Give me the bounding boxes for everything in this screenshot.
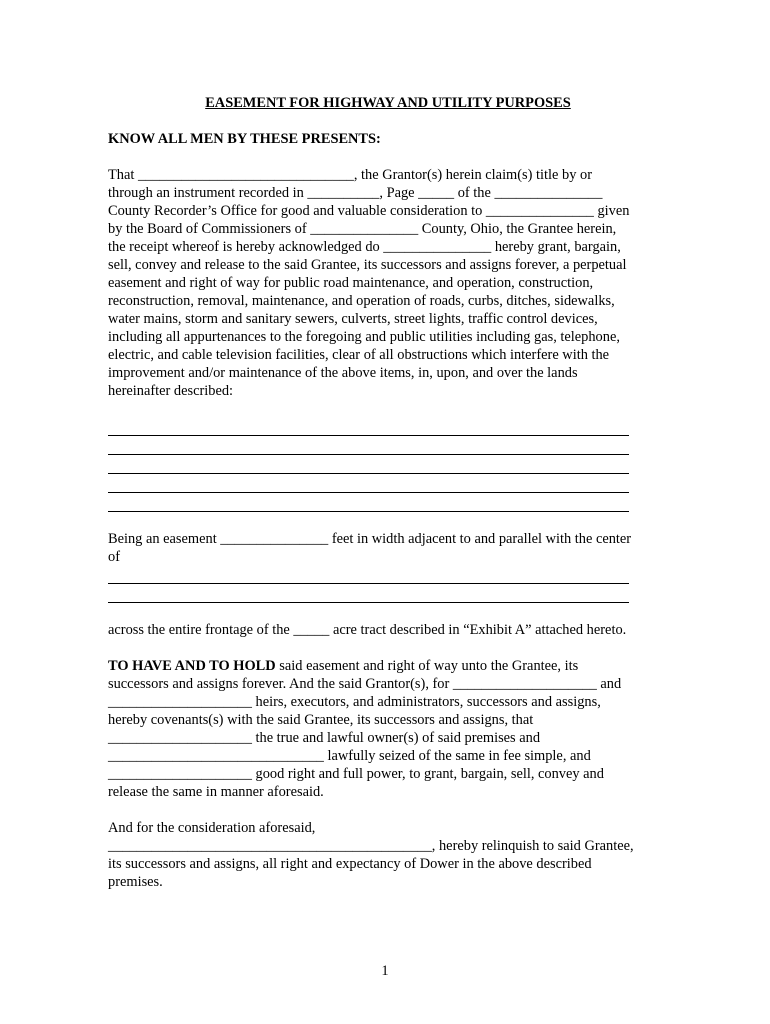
- preamble-heading: KNOW ALL MEN BY THESE PRESENTS:: [108, 131, 381, 147]
- habendum-lead: TO HAVE AND TO HOLD: [108, 658, 276, 674]
- grant-line: by the Board of Commissioners of _______________ County, Ohio, the Grantee herein,: [108, 221, 617, 237]
- fill-in-line[interactable]: [108, 494, 629, 512]
- habendum-line: successors and assigns forever. And the said Grantor(s), for ____________________ and: [108, 676, 622, 692]
- grant-line: County Recorder’s Office for good and valuable consideration to _______________ given: [108, 203, 630, 219]
- legal-description-blanks: [108, 418, 668, 512]
- frontage-line: across the entire frontage of the _____ acre tract described in “Exhibit A” attached hereto.: [108, 622, 627, 638]
- dower-line: its successors and assigns, all right and expectancy of Dower in the above described: [108, 856, 592, 872]
- dower-paragraph: [108, 819, 668, 891]
- grant-line: sell, convey and release to the said Grantee, its successors and assigns forever, a perpetual: [108, 257, 627, 273]
- grant-line: water mains, storm and sanitary sewers, culverts, street lights, traffic control devices,: [108, 311, 598, 327]
- habendum-first-rest: said easement and right of way unto the Grantee, its: [275, 658, 579, 674]
- habendum-first-line: [108, 657, 668, 675]
- center-of-blanks: [108, 566, 668, 603]
- habendum-line: ____________________ the true and lawful owner(s) of said premises and: [108, 730, 541, 746]
- grant-line: hereinafter described:: [108, 383, 234, 399]
- fill-in-line[interactable]: [108, 437, 629, 455]
- habendum-line: ____________________ good right and full power, to grant, bargain, sell, convey and: [108, 766, 604, 782]
- grant-line: the receipt whereof is hereby acknowledged do _______________ hereby grant, bargain,: [108, 239, 621, 255]
- fill-in-line[interactable]: [108, 585, 629, 603]
- habendum-line: hereby covenants(s) with the said Grantee, its successors and assigns, that: [108, 712, 534, 728]
- grant-line: electric, and cable television facilities, clear of all obstructions which interfere with the: [108, 347, 610, 363]
- habendum-line: release the same in manner aforesaid.: [108, 784, 324, 800]
- dower-line: premises.: [108, 874, 163, 890]
- document-title: EASEMENT FOR HIGHWAY AND UTILITY PURPOSES: [205, 95, 571, 111]
- fill-in-line[interactable]: [108, 456, 629, 474]
- easement-width-paragraph: [108, 530, 668, 566]
- grant-line: improvement and/or maintenance of the above items, in, upon, and over the lands: [108, 365, 578, 381]
- document-body: [108, 94, 668, 909]
- frontage-paragraph: [108, 621, 668, 639]
- habendum-line: ______________________________ lawfully seized of the same in fee simple, and: [108, 748, 591, 764]
- fill-in-line[interactable]: [108, 475, 629, 493]
- grant-line: including all appurtenances to the foregoing and public utilities including gas, telephone,: [108, 329, 620, 345]
- dower-line: _____________________________________________, hereby relinquish to said Grantee,: [108, 838, 634, 854]
- habendum-paragraph: [108, 657, 668, 801]
- grant-line: easement and right of way for public road maintenance, and operation, construction,: [108, 275, 594, 291]
- dower-line: And for the consideration aforesaid,: [108, 820, 316, 836]
- grant-paragraph: [108, 166, 668, 400]
- fill-in-line[interactable]: [108, 566, 629, 584]
- page-number: 1: [381, 963, 389, 979]
- fill-in-line[interactable]: [108, 418, 629, 436]
- easement-width-line: Being an easement _______________ feet in width adjacent to and parallel with the center: [108, 531, 632, 547]
- habendum-line: ____________________ heirs, executors, and administrators, successors and assigns,: [108, 694, 601, 710]
- grant-line: That ______________________________, the Grantor(s) herein claim(s) title by or: [108, 167, 592, 183]
- grant-line: reconstruction, removal, maintenance, and operation of roads, curbs, ditches, sidewalks,: [108, 293, 615, 309]
- easement-width-line: of: [108, 549, 120, 565]
- grant-line: through an instrument recorded in __________, Page _____ of the _______________: [108, 185, 603, 201]
